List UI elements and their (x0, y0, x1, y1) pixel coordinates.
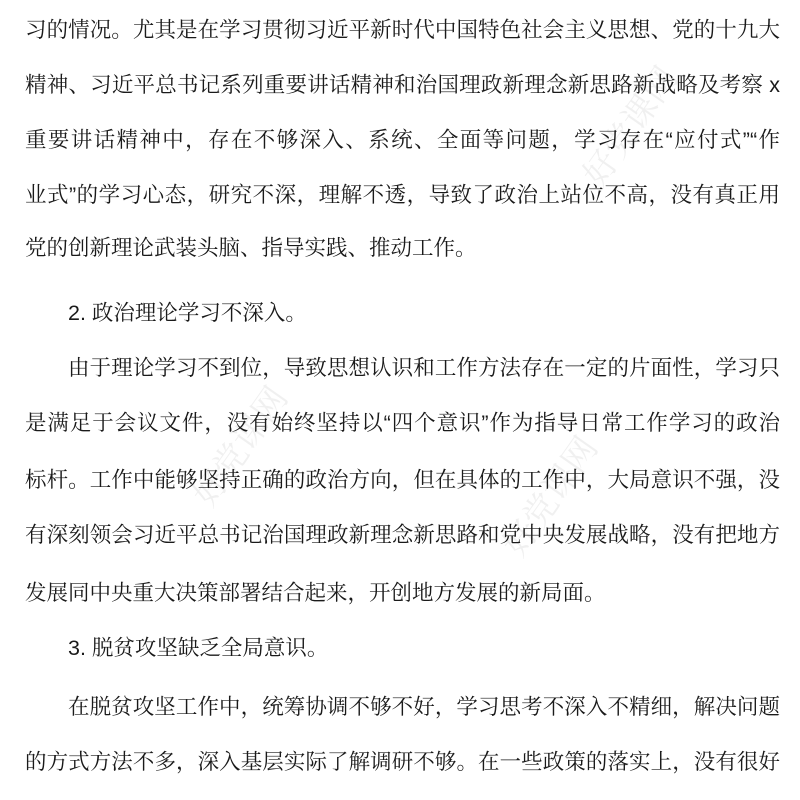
paragraph-line: 在脱贫攻坚工作中，统筹协调不够不好，学习思考不深入不精细，解决问题 (68, 695, 780, 719)
paragraph-line: 习的情况。尤其是在学习贯彻习近平新时代中国特色社会主义思想、党的十九大 (25, 18, 780, 42)
watermark: 好党课网 (496, 429, 606, 564)
paragraph-line: 精神、习近平总书记系列重要讲话精神和治国理政新理念新思路新战略及考察 x (25, 73, 780, 97)
watermark: 好党课网 (576, 59, 686, 194)
watermark: 好党课网 (186, 379, 296, 514)
paragraph-line: 标杆。工作中能够坚持正确的政治方向，但在具体的工作中，大局意识不强，没 (25, 468, 780, 492)
paragraph-line: 是满足于会议文件，没有始终坚持以“四个意识”作为指导日常工作学习的政治 (25, 411, 780, 435)
paragraph-line: 由于理论学习不到位，导致思想认识和工作方法存在一定的片面性，学习只 (68, 356, 780, 380)
paragraph-line: 的方式方法不多，深入基层实际了解调研不够。在一些政策的落实上，没有很好 (25, 750, 780, 774)
paragraph-line: 发展同中央重大决策部署结合起来，开创地方发展的新局面。 (25, 581, 606, 605)
paragraph-line: 重要讲话精神中，存在不够深入、系统、全面等问题，学习存在“应付式”“作 (25, 128, 780, 152)
paragraph-line: 有深刻领会习近平总书记治国理政新理念新思路和党中央发展战略，没有把地方 (25, 523, 780, 547)
section-heading-2: 2. 政治理论学习不深入。 (68, 301, 307, 325)
paragraph-line: 党的创新理论武装头脑、指导实践、推动工作。 (25, 236, 477, 260)
paragraph-line: 业式”的学习心态，研究不深，理解不透，导致了政治上站位不高，没有真正用 (25, 183, 780, 207)
section-heading-3: 3. 脱贫攻坚缺乏全局意识。 (68, 636, 329, 660)
